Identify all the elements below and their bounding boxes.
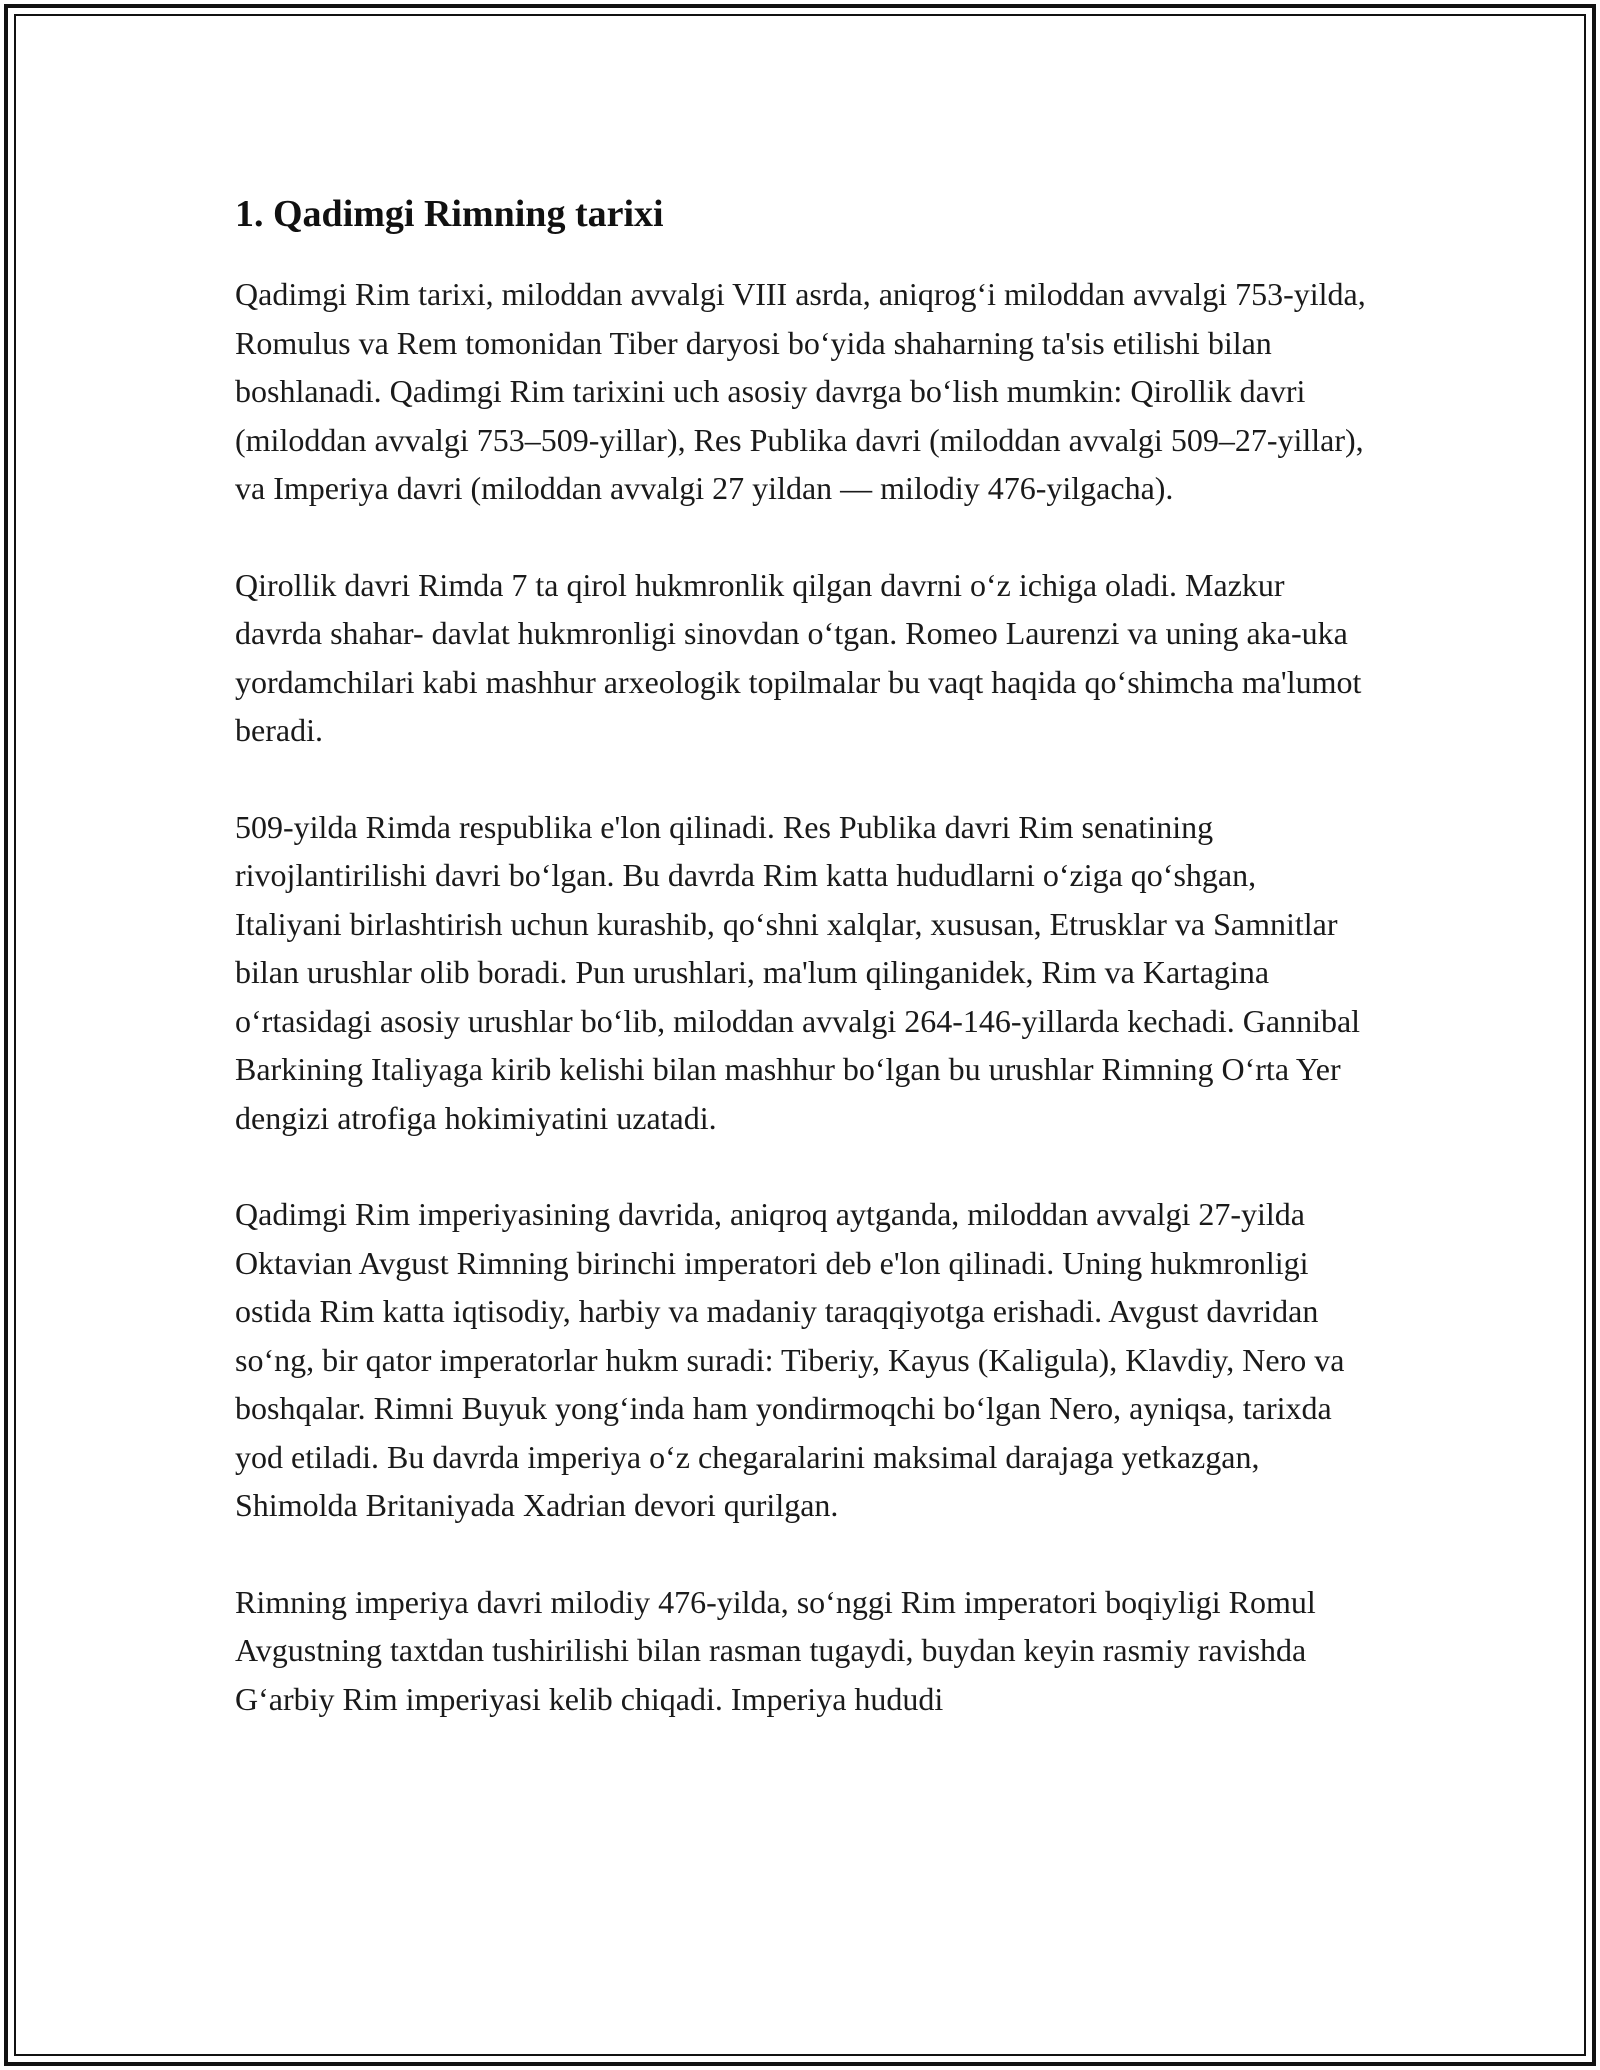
paragraph-kingdom: Qirollik davri Rimda 7 ta qirol hukmronlik qilgan davrni o‘z ichiga oladi. Mazkur davrda shahar- davlat hukmronligi sinovdan o‘tgan. Romeo Laurenzi va uning aka-uka yordamchilari kabi mashhur arxeologik topilmalar bu vaqt haqida qo‘shimcha ma'lumot beradi. [235,566,1362,748]
paragraph-founding: Qadimgi Rim tarixi, miloddan avvalgi VIII asrda, aniqrog‘i miloddan avvalgi 753-yilda, Romulus va Rem tomonidan Tiber daryosi bo‘yida shaharning ta'sis etilishi bilan boshlanadi. Qadimgi Rim tarixini uch asosiy davrga bo‘lish mumkin: Qirollik davri (miloddan avvalgi 753–509-yillar), Res Publika davri (miloddan avvalgi 509–27-yillar), va Imperiya davri (miloddan avvalgi 27 yildan — milodiy 476-yilgacha). [235,276,1366,506]
paragraph-empire: Qadimgi Rim imperiyasining davrida, aniqroq aytganda, miloddan avvalgi 27-yilda Oktavian Avgust Rimning birinchi imperatori deb e'lon qilinadi. Uning hukmronligi ostida Rim katta iqtisodiy, harbiy va madaniy taraqqiyotga erishadi. Avgust davridan so‘ng, bir qator imperatorlar hukm suradi: Tiberiy, Kayus (Kaligula), Klavdiy, Nero va boshqalar. Rimni Buyuk yong‘inda ham yondirmoqchi bo‘lgan Nero, ayniqsa, tarixda yod etiladi. Bu davrda imperiya o‘z chegaralarini maksimal darajaga yetkazgan, Shimolda Britaniyada Xadrian devori qurilgan. [235,1196,1345,1523]
document-body [235,186,1370,1723]
paragraph-fall: Rimning imperiya davri milodiy 476-yilda, so‘nggi Rim imperatori boqiyligi Romul Avgustning taxtdan tushirilishi bilan rasman tugaydi, buydan keyin rasmiy ravishda G‘arbiy Rim imperiyasi kelib chiqadi. Imperiya hududi [235,1583,1316,1717]
paragraph-republic: 509-yilda Rimda respublika e'lon qilinadi. Res Publika davri Rim senatining rivojlantirilishi davri bo‘lgan. Bu davrda Rim katta hududlarni o‘ziga qo‘shgan, Italiyani birlashtirish uchun kurashib, qo‘shni xalqlar, xususan, Etrusklar va Samnitlar bilan urushlar olib boradi. Pun urushlari, ma'lum qilinganidek, Rim va Kartagina o‘rtasidagi asosiy urushlar bo‘lib, miloddan avvalgi 264-146-yillarda kechadi. Gannibal Barkining Italiyaga kirib kelishi bilan mashhur bo‘lgan bu urushlar Rimning O‘rta Yer dengizi atrofiga hokimiyatini uzatadi. [235,808,1361,1136]
section-heading: 1. Qadimgi Rimning tarixi [235,193,664,235]
